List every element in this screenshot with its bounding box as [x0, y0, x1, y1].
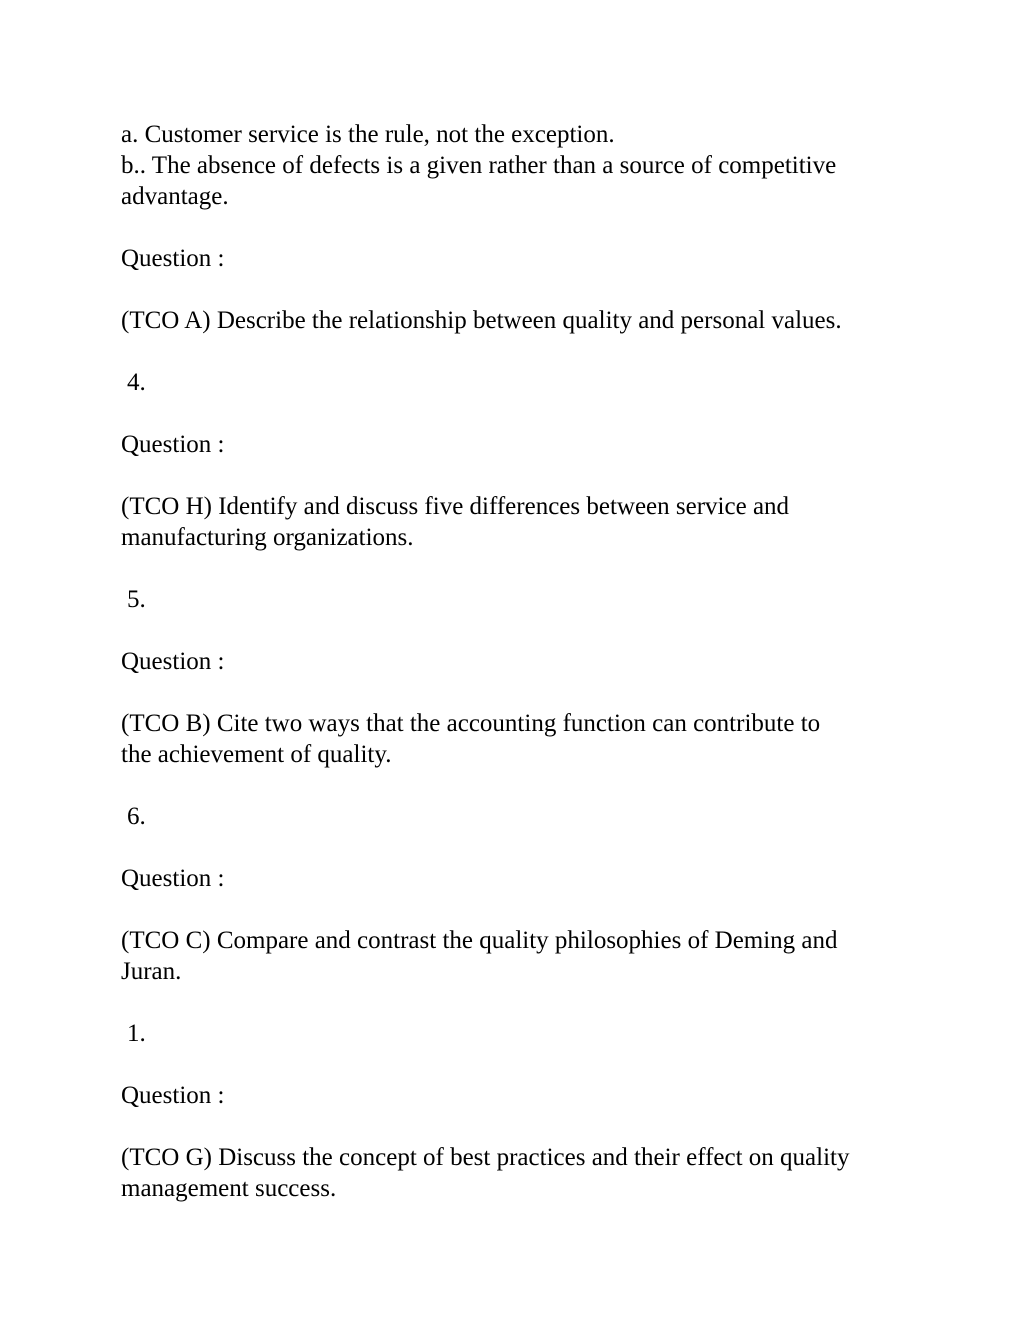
spacer — [121, 615, 921, 646]
spacer — [121, 894, 921, 925]
spacer — [121, 770, 921, 801]
question-text: the achievement of quality. — [121, 741, 392, 768]
question-text: manufacturing organizations. — [121, 524, 414, 551]
option-b-line-1: b.. The absence of defects is a given rather than a source of competitive — [121, 152, 837, 179]
question-text: management success. — [121, 1175, 337, 1202]
spacer — [121, 1111, 921, 1142]
question-text: (TCO C) Compare and contrast the quality philosophies of Deming and — [121, 927, 838, 954]
document-page — [121, 119, 921, 1204]
question-text: (TCO H) Identify and discuss five differences between service and — [121, 493, 790, 520]
question-number: 5. — [127, 586, 146, 613]
question-number: 6. — [127, 803, 146, 830]
question-text: Juran. — [121, 958, 182, 985]
question-text: (TCO A) Describe the relationship between quality and personal values. — [121, 307, 842, 334]
question-text: (TCO G) Discuss the concept of best practices and their effect on quality — [121, 1144, 850, 1171]
question-number: 4. — [127, 369, 146, 396]
question-label: Question : — [121, 1082, 225, 1109]
spacer — [121, 274, 921, 305]
question-label: Question : — [121, 245, 225, 272]
option-a: a. Customer service is the rule, not the exception. — [121, 121, 615, 148]
question-number: 1. — [127, 1020, 146, 1047]
spacer — [121, 336, 921, 367]
spacer — [121, 398, 921, 429]
question-text: (TCO B) Cite two ways that the accounting function can contribute to — [121, 710, 821, 737]
spacer — [121, 987, 921, 1018]
spacer — [121, 677, 921, 708]
spacer — [121, 460, 921, 491]
question-label: Question : — [121, 648, 225, 675]
spacer — [121, 553, 921, 584]
spacer — [121, 212, 921, 243]
question-label: Question : — [121, 431, 225, 458]
question-label: Question : — [121, 865, 225, 892]
spacer — [121, 1049, 921, 1080]
option-b-line-2: advantage. — [121, 183, 229, 210]
spacer — [121, 832, 921, 863]
